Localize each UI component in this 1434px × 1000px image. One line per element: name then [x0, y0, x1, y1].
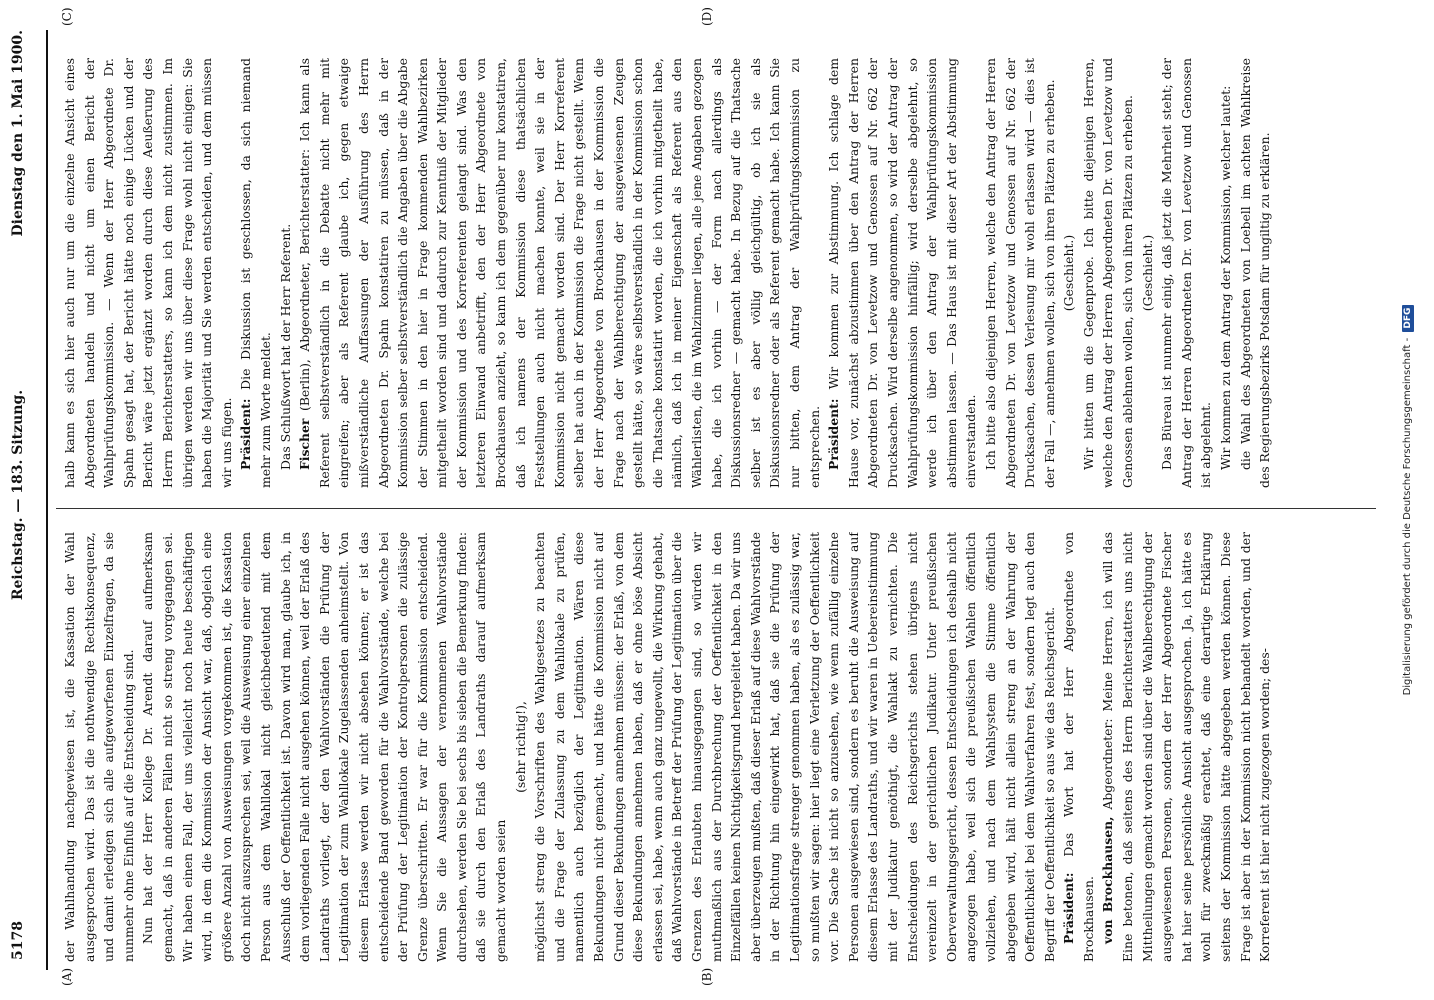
- right-column: [60, 58, 1370, 488]
- margin-marker-c: (C): [60, 7, 74, 26]
- margin-marker-d: (D): [700, 7, 714, 26]
- margin-marker-a: (A): [60, 967, 74, 986]
- paragraph: [236, 58, 275, 488]
- digitization-footer: [1402, 0, 1414, 1000]
- paragraph: Das Büreau ist nunmehr einig, daß jetzt die Mehrheit steht; der Antrag der Herren Abgeordneten Dr. von Levetzow und Genossen ist abgelehnt.: [1159, 58, 1214, 488]
- left-column: [60, 532, 1370, 962]
- speech-text: (Berlin), Abgeordneter, Berichterstatter: Ich kann als Referent selbstverständlich in die Debatte nicht mehr mit eingreifen; aber als Referent glaube ich, gegen etwaige mißverständliche Auffassungen der Ausführung des Herrn Abgeordneten Dr. Spahn konstatiren zu müssen, daß in der Kommission selber selbstverständlich die Angaben über die Abgabe der Stimmen in den hier in Frage kommenden Wahlbezirken mitgetheilt worden sind und dadurch zur Kenntniß der Mitglieder der Kommission und des Korreferenten gelangt sind. Was den letzteren Einwand anbetrifft, den der Herr Abgeordnete von Brockhausen anzieht, so kann ich dem gegenüber nur konstatiren, daß ich namens der Kommission diese thatsächlichen Feststellungen auch nicht machen konnte, weil sie in der Kommission nicht gemacht worden sind. Der Herr Korreferent selber hat auch in der Kommission die Frage nicht gestellt. Wenn der Herr Abgeordnete von Brockhausen in der Kommission die Frage nach der Wahlberechtigung der ausgewiesenen Zeugen gestellt hätte, so wäre selbstverständlich in der Kommission schon die Thatsache konstatirt worden, die ich vorhin mitgetheilt habe, nämlich, daß ich in meiner Eigenschaft als Referent aus den Wählerlisten, die im Wahlzimmer liegen, alle jene Angaben gezogen habe, die ich vorhin — der Form nach allerdings als Diskussionsredner — gemacht habe. In Bezug auf die Thatsache selber ist es aber völlig gleichgültig, ob ich sie als Diskussionsredner oder als Referent gemacht habe. Ich kann Sie nur bitten, dem Antrag der Wahlprüfungskommission zu entsprechen.: [297, 58, 822, 488]
- margin-marker-b: (B): [700, 967, 714, 986]
- paragraph: [824, 58, 981, 488]
- session-title: Reichstag. — 183. Sitzung.: [10, 389, 26, 601]
- speech-text: Die Diskussion ist geschlossen, da sich niemand mehr zum Worte meldet.: [238, 58, 273, 488]
- speech-text: Wir kommen zur Abstimmung. Ich schlage dem Hause vor, zunächst abzustimmen über den Antrag der Herren Abgeordneten Dr. von Levetzow und Genossen auf Nr. 662 der Drucksachen. Wird derselbe angenommen, so wird der Antrag der Wahlprüfungskommission hinfällig; wird derselbe abgelehnt, so werde ich über den Antrag der Wahlprüfungskommission abstimmen lassen. — Das Haus ist mit dieser Art der Abstimmung einverstanden.: [826, 58, 979, 488]
- footer-text: Digitalisierung gefördert durch die Deutsche Forschungsgemeinschaft -: [1402, 337, 1413, 696]
- interjection: (Geschieht.): [1061, 234, 1077, 312]
- paragraph: Wir kommen zu dem Antrag der Kommission, welcher lautet:: [1218, 85, 1234, 470]
- speaker-label: Fischer: [297, 418, 313, 470]
- quoted-motion: die Wahl des Abgeordneten von Loebell im achten Wahlkreise des Regierungsbezirks Potsdam für ungiltig zu erklären.: [1237, 58, 1273, 488]
- header-rule: [46, 30, 48, 970]
- paragraph: möglichst streng die Vorschriften des Wahlgesetzes zu beachten und die Frage der Zulassung zu dem Wahllokale zu prüfen, namentlich auch bezüglich der Legitimation. Wären diese Bekundungen nicht gemacht, und hätte die Kommission nicht auf Grund dieser Bekundungen annehmen müssen: der Erlaß, von dem diese Bekundungen annehmen haben, daß er ohne böse Absicht erlassen sei, habe, wenn auch ganz ungewollt, die Wirkung gehabt, daß Wahlvorstände in Betreff der Prüfung der Legitimation über die Grenzen des Erlaubten hinausgegangen sind, so würden wir muthmaßlich aus der Durchbrechung der Oeffentlichkeit in den Einzelfällen keinen Nichtigkeitsgrund hergeleitet haben. Da wir uns aber überzeugen mußten, daß dieser Erlaß auf diese Wahlvorstände in der Richtung hin eingewirkt hat, daß sie die Prüfung der Legitimationsfrage strenger genommen haben, als es zulässig war, so mußten wir sagen: hier liegt eine Verletzung der Oeffentlichkeit vor. Die Sache ist nicht so anzusehen, wie wenn zufällig einzelne Personen ausgewiesen sind, sondern es beruht die Ausweisung auf diesem Erlasse des Landraths, und wir waren in Uebereinstimmung mit der Judikatur genöthigt, die Wahlakt zu vernichten. Die Entscheidungen des Reichsgerichts stehen übrigens nicht vereinzelt in der gerichtlichen Judikatur. Unter preußischen Oberverwaltungsgericht, dessen Entscheidungen ich deshalb nicht angezogen habe, weil sich die preußischen Wahlen öffentlich vollziehen, und nach dem Wahlsystem die Stimme öffentlich abgegeben wird, hält nicht allein streng an der Wahrung der Oeffentlichkeit bei dem Wahlverfahren fest, sondern legt auch den Begriff der Oeffentlichkeit so aus wie das Reichsgericht.: [532, 532, 1057, 962]
- speaker-label: von Brockhausen,: [1100, 816, 1116, 944]
- paragraph: [1098, 532, 1274, 962]
- interjection: (sehr richtig!),: [512, 701, 528, 793]
- paragraph: Nun hat der Herr Kollege Dr. Arendt darauf aufmerksam gemacht, daß in anderen Fällen nicht so streng vorgegangen sei. Wir haben einen Fall, der uns vielleicht noch heute beschäftigen wird, in dem die Kommission der Ansicht war, daß, obgleich eine größere Anzahl von Ausweisungen vorgekommen ist, die Kassation doch nicht auszusprechen sei, weil die Ausweisung einer einzelnen Person aus dem Wahllokal nicht gleichbedeutend mit dem Ausschluß der Oeffentlichkeit ist. Davon wird man, glaube ich, in dem vorliegenden Falle nicht ausgehen können, weil der Erlaß des Landraths vorliegt, der den Wahlvorständen die Prüfung der Legitimation der zum Wahllokale Zugelassenden anheimstellt. Von diesem Erlasse werden wir nicht absehen können; er ist das entscheidende Band geworden für die Wahlvorstände, welche bei der Prüfung der Legitimation der Kontrolpersonen die zulässige Grenze überschritten. Er war für die Kommission entscheidend. Wenn Sie die Aussagen der vernommenen Wahlvorstände durchsehen, werden Sie bei sechs bis sieben die Bemerkung finden: daß sie durch den Erlaß des Landraths darauf aufmerksam gemacht worden seien: [140, 532, 509, 962]
- interjection: (Geschieht.): [1139, 234, 1155, 312]
- page-header: [8, 30, 32, 960]
- paragraph: Das Schlußwort hat der Herr Referent.: [277, 223, 293, 470]
- paragraph: [295, 58, 824, 488]
- speaker-label: Präsident:: [1061, 872, 1077, 944]
- paragraph: Ich bitte also diejenigen Herren, welche den Antrag der Herren Abgeordneten Dr. von Levetzow und Genossen auf Nr. 662 der Drucksachen, dessen Verlesung mir wohl erlassen wird — dies ist der Fall —, annehmen wollen, sich von ihren Plätzen zu erheben.: [982, 58, 1057, 488]
- speaker-label: Präsident:: [826, 398, 842, 470]
- paragraph: halb kann es sich hier auch nur um die einzelne Ansicht eines Abgeordneten handeln und nicht um einen Bericht der Wahlprüfungskommission. — Wenn der Herr Abgeordnete Dr. Spahn gesagt hat, der Bericht hätte noch einige Lücken und der Bericht wäre jetzt ergänzt worden durch diese Aeußerung des Herrn Berichterstatters, so kann ich dem nicht zustimmen. Im übrigen werden wir uns über diese Frage wohl nicht einigen: Sie haben die Majorität und Sie werden entscheiden, und dem müssen wir uns fügen.: [62, 58, 234, 488]
- paragraph: der Wahlhandlung nachgewiesen ist, die Kassation der Wahl ausgesprochen wird. Das ist die nothwendige Rechtskonsequenz, und damit erledigen sich alle aufgeworfenen Einzelfragen, da sie nunmehr ohne Einfluß auf die Entscheidung sind.: [62, 532, 136, 962]
- paragraph: Wir bitten um die Gegenprobe. Ich bitte diejenigen Herren, welche den Antrag der Herren Abgeordneten Dr. von Levetzow und Genossen ablehnen wollen, sich von ihren Plätzen zu erheben.: [1080, 58, 1136, 488]
- speech-text: Das Wort hat der Herr Abgeordnete von Brockhausen.: [1061, 532, 1096, 962]
- paragraph: [1059, 532, 1098, 962]
- dfg-logo: DFG: [1402, 305, 1414, 332]
- speaker-label: Präsident:: [238, 398, 254, 470]
- page-number: 5178: [10, 921, 26, 960]
- column-divider: [56, 508, 1376, 509]
- session-date: Dienstag den 1. Mai 1900.: [10, 30, 26, 237]
- speech-text: Abgeordneter: Meine Herren, ich will das Eine betonen, daß seitens des Herrn Berichterstatters uns nicht Mittheilungen gemacht worden sind über die Wahlberechtigung der ausgewiesenen Personen, sondern der Herr Abgeordnete Fischer hat hier seine persönliche Ansicht ausgesprochen. Ja, ich hätte es wohl für zweckmäßig erachtet, daß eine derartige Erklärung seitens der Kommission hätte abgegeben werden können. Diese Frage ist aber in der Kommission nicht behandelt worden, und der Korreferent ist hier nicht zugezogen worden; des-: [1100, 532, 1273, 962]
